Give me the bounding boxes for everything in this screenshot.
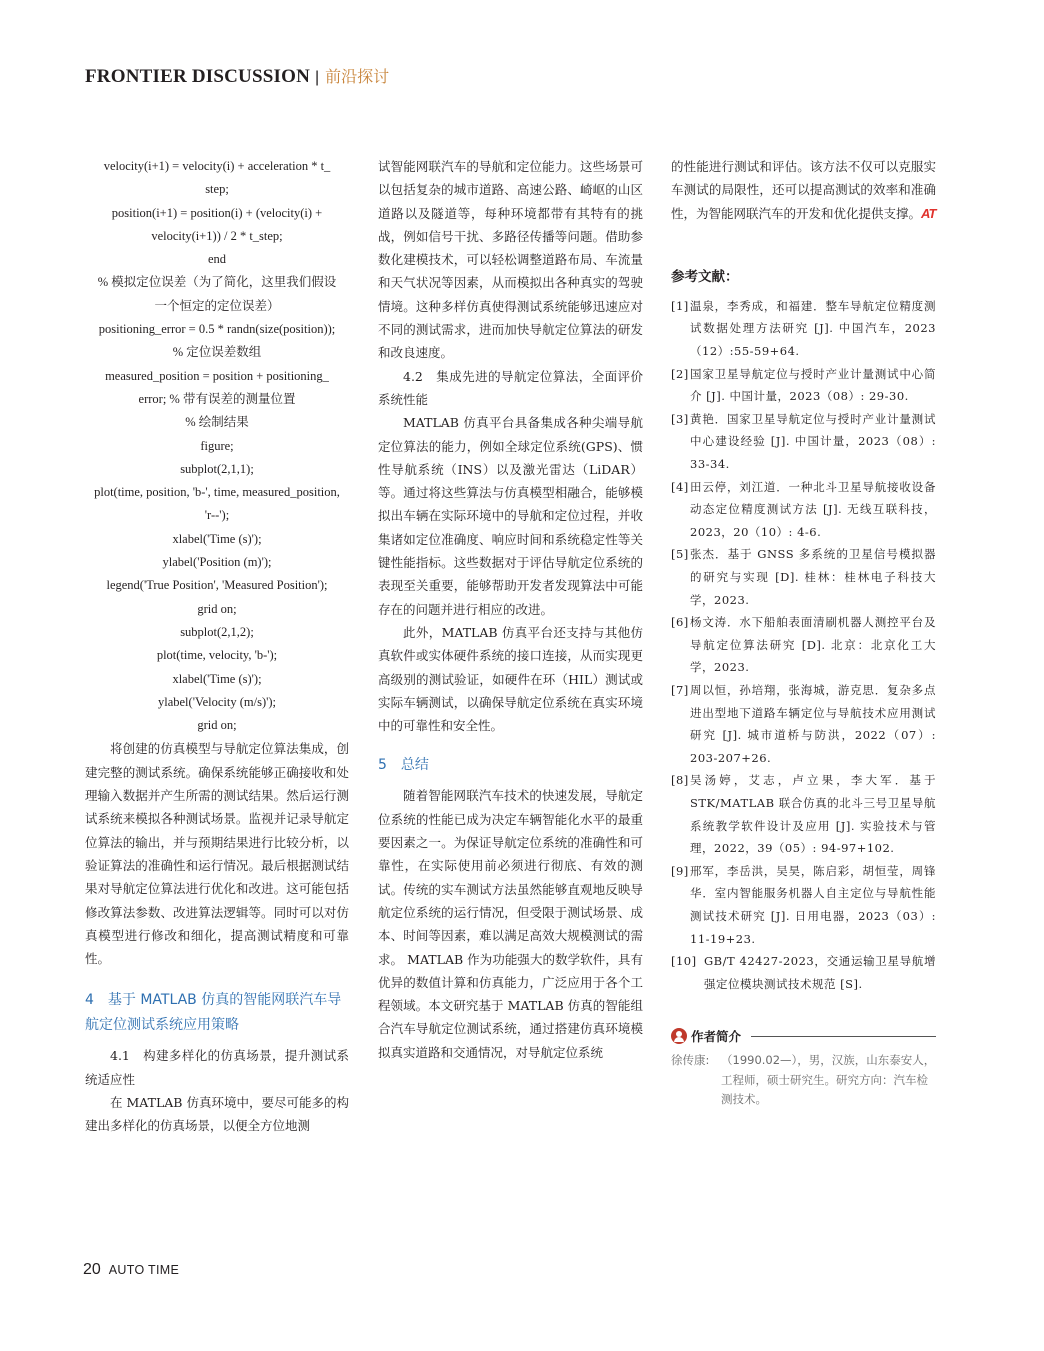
column-right (671, 155, 936, 1110)
column-left (85, 155, 349, 1138)
code-line: velocity(i+1)) / 2 * t_step; (151, 228, 283, 243)
code-block (85, 155, 349, 737)
code-line: velocity(i+1) = velocity(i) + acceleration * t_ (103, 159, 331, 173)
end-mark-logo: AT (921, 205, 936, 221)
code-line: grid on; (197, 718, 237, 733)
author-section-header (671, 1027, 936, 1045)
reference-item: [5] 张杰．基于 GNSS 多系统的卫星信号模拟器的研究与实现 [D]. 桂林：桂林电子科技大学，2023. (671, 547, 936, 607)
column-middle (378, 155, 643, 1064)
page-number: 20 (83, 1261, 101, 1278)
code-line: figure; (200, 438, 234, 453)
code-line: subplot(2,1,2); (180, 624, 254, 639)
author-bio-text: （1990.02—），男，汉族，山东泰安人，工程师，硕士研究生。研究方向：汽车检测技术。 (721, 1053, 936, 1107)
body-paragraph: 此外，MATLAB 仿真平台还支持与其他仿真软件或实体硬件系统的接口连接，从而实现更高级别的测试验证，如硬件在环（HIL）测试或实际车辆测试，以确保导航定位系统在真实环境中的可靠性和安全性。 (378, 624, 643, 734)
reference-item: [2] 国家卫星导航定位与授时产业计量测试中心简介 [J]. 中国计量，2023（08）: 29-30. (671, 366, 936, 404)
code-line: 一个恒定的定位误差） (154, 298, 280, 313)
code-line: xlabel('Time (s)'); (172, 671, 262, 686)
person-icon (671, 1028, 687, 1044)
code-line: ylabel('Position (m)'); (162, 555, 272, 570)
reference-item: [4] 田云停，刘江道．一种北斗卫星导航接收设备动态定位精度测试方法 [J]. 无线互联科技，2023，20（10）: 4-6. (671, 479, 936, 539)
subsection-heading-4-1: 4.1 构建多样化的仿真场景，提升测试系统适应性 (85, 1048, 349, 1087)
code-line: % 绘制结果 (185, 415, 249, 430)
body-paragraph: 在 MATLAB 仿真环境中，要尽可能多的构建出多样化的仿真场景，以便全方位地测 (85, 1094, 349, 1134)
header-english: FRONTIER DISCUSSION (85, 66, 310, 87)
divider (751, 1036, 936, 1037)
reference-item: [6] 杨文涛．水下船舶表面清刷机器人测控平台及导航定位算法研究 [D]. 北京：北京化工大学，2023. (671, 615, 936, 675)
page-footer (83, 1261, 179, 1279)
code-line: step; (205, 182, 229, 197)
section-heading-5: 5 总结 (378, 757, 429, 774)
reference-item: [7] 周以恒，孙培翔，张海城，游克思．复杂多点进出型地下道路车辆定位与导航技术应用测试研究 [J]. 城市道桥与防洪，2022（07）: 203-207+26. (671, 682, 936, 765)
reference-list (671, 295, 936, 995)
body-paragraph: 的性能进行测试和评估。该方法不仅可以克服实车测试的局限性，还可以提高测试的效率和准确性，为智能网联汽车的开发和优化提供支撑。AT (671, 155, 936, 225)
code-line: plot(time, position, 'b-', time, measured_position, (94, 485, 340, 500)
code-line: xlabel('Time (s)'); (172, 531, 262, 546)
code-line: grid on; (197, 601, 237, 616)
code-line: % 模拟定位误差（为了简化，这里我们假设 (97, 275, 337, 290)
body-paragraph: 随着智能网联汽车技术的快速发展，导航定位系统的性能已成为决定车辆智能化水平的最重要因素之一。为保证导航定位系统的准确性和可靠性，在实际使用前必须进行彻底、有效的测试。传统的实车测试方法虽然能够直观地反映导航定位系统的运行情况，但受限于测试场景、成本、时间等因素，难以满足高效大规模测试的需求。 MATLAB 作为功能强大的数学软件，具有优异的数值计算和仿真能力，广泛应用于各个工程领域。本文研究基于 MATLAB 仿真的智能组合汽车导航定位测试系统，通过搭建仿真环境模拟真实道路和交通情况，对导航定位系统 (378, 788, 643, 1060)
code-line: error; % 带有误差的测量位置 (138, 391, 296, 406)
author-name: 徐传康: (671, 1053, 710, 1068)
body-paragraph: MATLAB 仿真平台具备集成各种尖端导航定位算法的能力，例如全球定位系统(GPS)、惯性导航系统（INS）以及激光雷达（LiDAR）等。通过将这些算法与仿真模型相融合，能够模拟出车辆在实际环境中的导航和定位过程，并收集诸如定位准确度、响应时间和系统稳定性等关键性能指标。这些数据对于评估导航定位系统的表现至关重要，能够帮助开发者发现算法中可能存在的问题并进行相应的改进。 (378, 415, 643, 617)
running-header (85, 64, 389, 88)
section-heading-4: 4 基于 MATLAB 仿真的智能网联汽车导航定位测试系统应用策略 (85, 992, 342, 1034)
code-line: subplot(2,1,1); (180, 461, 254, 476)
reference-item: [1] 温泉，李秀成，和福建．整车导航定位精度测试数据处理方法研究 [J]. 中国汽车，2023（12）:55-59+64. (671, 298, 936, 359)
reference-item: [9] 邢军，李岳洪，吴昊，陈启彩，胡恒莹，周锋华．室内智能服务机器人自主定位与导航性能测试技术研究 [J]. 日用电器，2023（03）: 11-19+23. (671, 863, 936, 946)
code-line: legend('True Position', 'Measured Position'); (106, 578, 328, 593)
header-chinese: 前沿探讨 (325, 67, 390, 86)
code-line: ylabel('Velocity (m/s)'); (157, 694, 276, 709)
code-line: measured_position = position + positioning_ (105, 368, 329, 383)
author-section-label: 作者简介 (691, 1029, 742, 1045)
body-paragraph: 试智能网联汽车的导航和定位能力。这些场景可以包括复杂的城市道路、高速公路、崎岖的山区道路以及隧道等，每种环境都带有其特有的挑战，例如信号干扰、多路径传播等问题。借助参数化建模技术，可以轻松调整道路布局、车流量和天气状况等因素，从而模拟出各种真实的驾驶情境。这种多样仿真使得测试系统能够迅速应对不同的测试需求，进而加快导航定位算法的研发和改良速度。 (378, 159, 643, 361)
magazine-name: AUTO TIME (108, 1263, 180, 1277)
code-line: % 定位误差数组 (172, 345, 262, 360)
body-paragraph: 将创建的仿真模型与导航定位算法集成，创建完整的测试系统。确保系统能够正确接收和处理输入数据并产生所需的测试结果。然后运行测试系统来模拟各种测试场景。监视并记录导航定位算法的输出，并与预期结果进行比较分析，以验证算法的准确性和运行情况。最后根据测试结果对导航定位算法进行优化和改进。这可能包括修改算法参数、改进算法逻辑等。同时可以对仿真模型进行修改和细化，提高测试精度和可靠性。 (85, 741, 349, 967)
references-title: 参考文献： (671, 268, 739, 285)
code-line: plot(time, velocity, 'b-'); (156, 648, 278, 663)
author-bio (671, 1051, 936, 1110)
subsection-heading-4-2: 4.2 集成先进的导航定位算法，全面评价系统性能 (378, 368, 643, 407)
code-line: 'r--'); (204, 508, 230, 523)
header-separator: | (315, 69, 320, 86)
code-line: position(i+1) = position(i) + (velocity(i) + (111, 205, 323, 220)
code-line: end (207, 252, 227, 267)
reference-item: [10] GB/T 42427-2023，交通运输卫星导航增强定位模块测试技术规范 [S]. (671, 954, 936, 991)
reference-item: [3] 黄艳．国家卫星导航定位与授时产业计量测试中心建设经验 [J]. 中国计量，2023（08）: 33-34. (671, 411, 936, 472)
reference-item: [8] 吴汤婷，艾志，卢立果，李大军．基于 STK/MATLAB 联合仿真的北斗三号卫星导航系统教学软件设计及应用 [J]. 实验技术与管理，2022，39（05）: 94-97+102. (671, 773, 936, 856)
code-line: positioning_error = 0.5 * randn(size(position)); (98, 322, 336, 337)
